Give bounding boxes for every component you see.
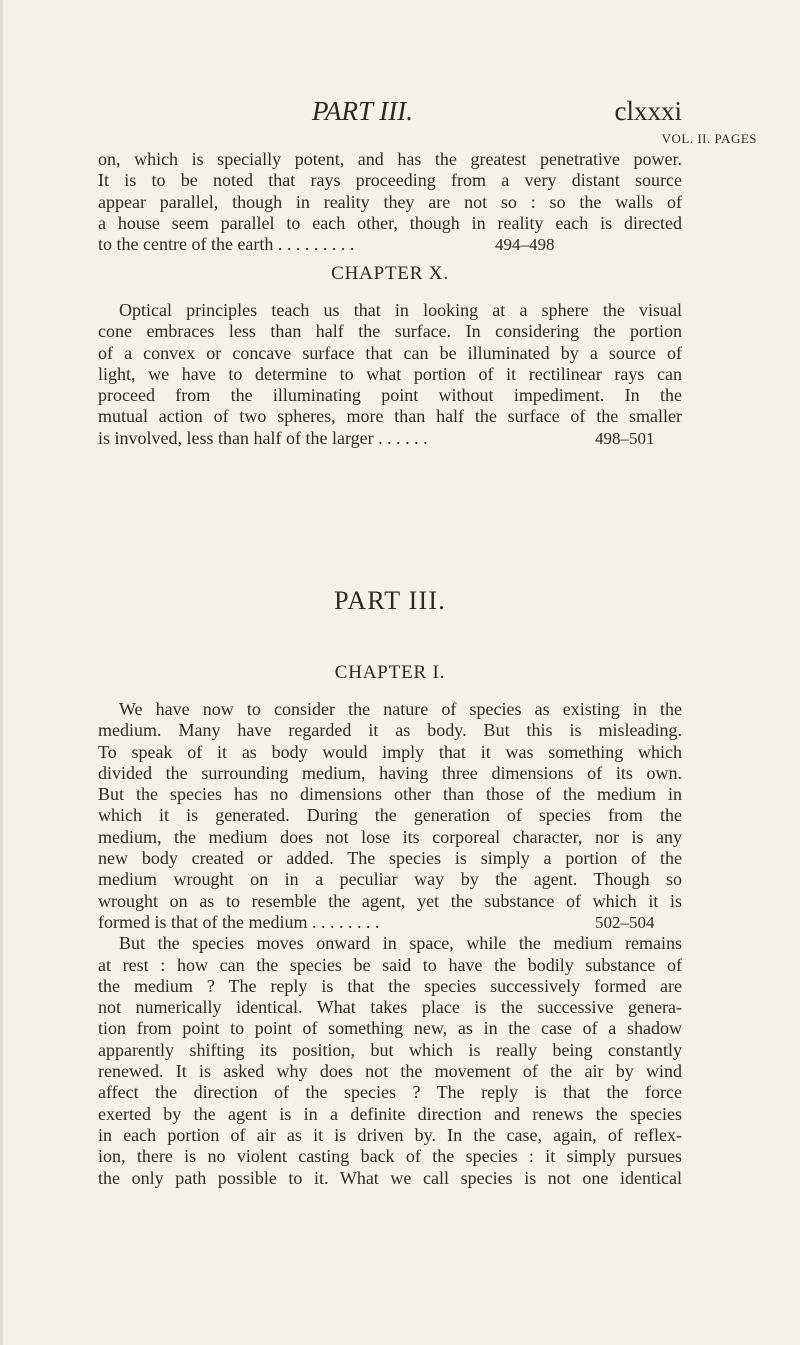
text-line-with-leaders: formed is that of the medium . . . . . . . .	[98, 911, 380, 932]
text-line: tion from point to point of something new, as in the case of a shadow	[98, 1018, 682, 1039]
chapter-i-summary	[98, 699, 682, 1189]
page-number: clxxxi	[614, 96, 682, 126]
continuation-paragraph	[98, 149, 682, 255]
text-line: exerted by the agent is in a definite direction and renews the species	[98, 1103, 682, 1124]
page-edge	[0, 0, 3, 1345]
text-line: cone embraces less than half the surface. In considering the portion	[98, 321, 682, 342]
chapter-heading: CHAPTER X.	[331, 263, 449, 284]
running-head-title: PART III.	[312, 96, 413, 126]
text-line: medium. Many have regarded it as body. But this is misleading.	[98, 720, 682, 741]
text-line: affect the direction of the species ? The reply is that the force	[98, 1082, 682, 1103]
text-line: apparently shifting its position, but which is really being constantly	[98, 1039, 682, 1060]
pages-column-label: VOL. II. PAGES	[661, 131, 757, 146]
page-range: 498–501	[595, 428, 655, 448]
page-range: 494–498	[495, 235, 555, 255]
text-line: But the species has no dimensions other than those of the medium in	[98, 784, 682, 805]
text-line: the medium ? The reply is that the species successively formed are	[98, 975, 682, 996]
chapter-heading: CHAPTER I.	[334, 662, 446, 683]
text-line: But the species moves onward in space, while the medium remains	[119, 933, 682, 954]
text-line: proceed from the illuminating point without impediment. In the	[98, 385, 682, 406]
text-line: appear parallel, though in reality they are not so : so the walls of	[98, 191, 682, 212]
text-line: divided the surrounding medium, having three dimensions of its own.	[98, 762, 682, 783]
text-line: medium, the medium does not lose its corporeal character, nor is any	[98, 826, 682, 847]
text-line: not numerically identical. What takes place is the successive genera-	[98, 997, 682, 1018]
chapter-x-summary	[98, 300, 682, 449]
text-line: a house seem parallel to each other, though in reality each is directed	[98, 212, 682, 233]
text-line: the only path possible to it. What we call species is not one identical	[98, 1167, 682, 1188]
text-line: in each portion of air as it is driven by. In the case, again, of reflex-	[98, 1124, 682, 1145]
text-line: medium wrought on in a peculiar way by the agent. Though so	[98, 869, 682, 890]
text-line: wrought on as to resemble the agent, yet the substance of which it is	[98, 890, 682, 911]
part-heading: PART III.	[334, 586, 446, 615]
text-line-with-leaders: to the centre of the earth . . . . . . . . .	[98, 234, 355, 255]
text-line: To speak of it as body would imply that it was something which	[98, 741, 682, 762]
text-line: of a convex or concave surface that can be illuminated by a source of	[98, 342, 682, 363]
text-line: which it is generated. During the generation of species from the	[98, 805, 682, 826]
text-line: mutual action of two spheres, more than half the surface of the smaller	[98, 406, 682, 427]
text-line: It is to be noted that rays proceeding from a very distant source	[98, 170, 682, 191]
text-line: light, we have to determine to what portion of it rectilinear rays can	[98, 363, 682, 384]
text-line: ion, there is no violent casting back of the species : it simply pursues	[98, 1146, 682, 1167]
text-line: on, which is specially potent, and has the greatest penetrative power.	[98, 149, 682, 169]
text-line-with-leaders: is involved, less than half of the larger . . . . . .	[98, 427, 428, 448]
text-line: Optical principles teach us that in looking at a sphere the visual	[119, 300, 682, 320]
text-line: We have now to consider the nature of species as existing in the	[119, 699, 682, 719]
page-range: 502–504	[595, 912, 655, 932]
text-line: new body created or added. The species is simply a portion of the	[98, 848, 682, 869]
text-line: at rest : how can the species be said to have the bodily substance of	[98, 954, 682, 975]
text-line: renewed. It is asked why does not the movement of the air by wind	[98, 1061, 682, 1082]
